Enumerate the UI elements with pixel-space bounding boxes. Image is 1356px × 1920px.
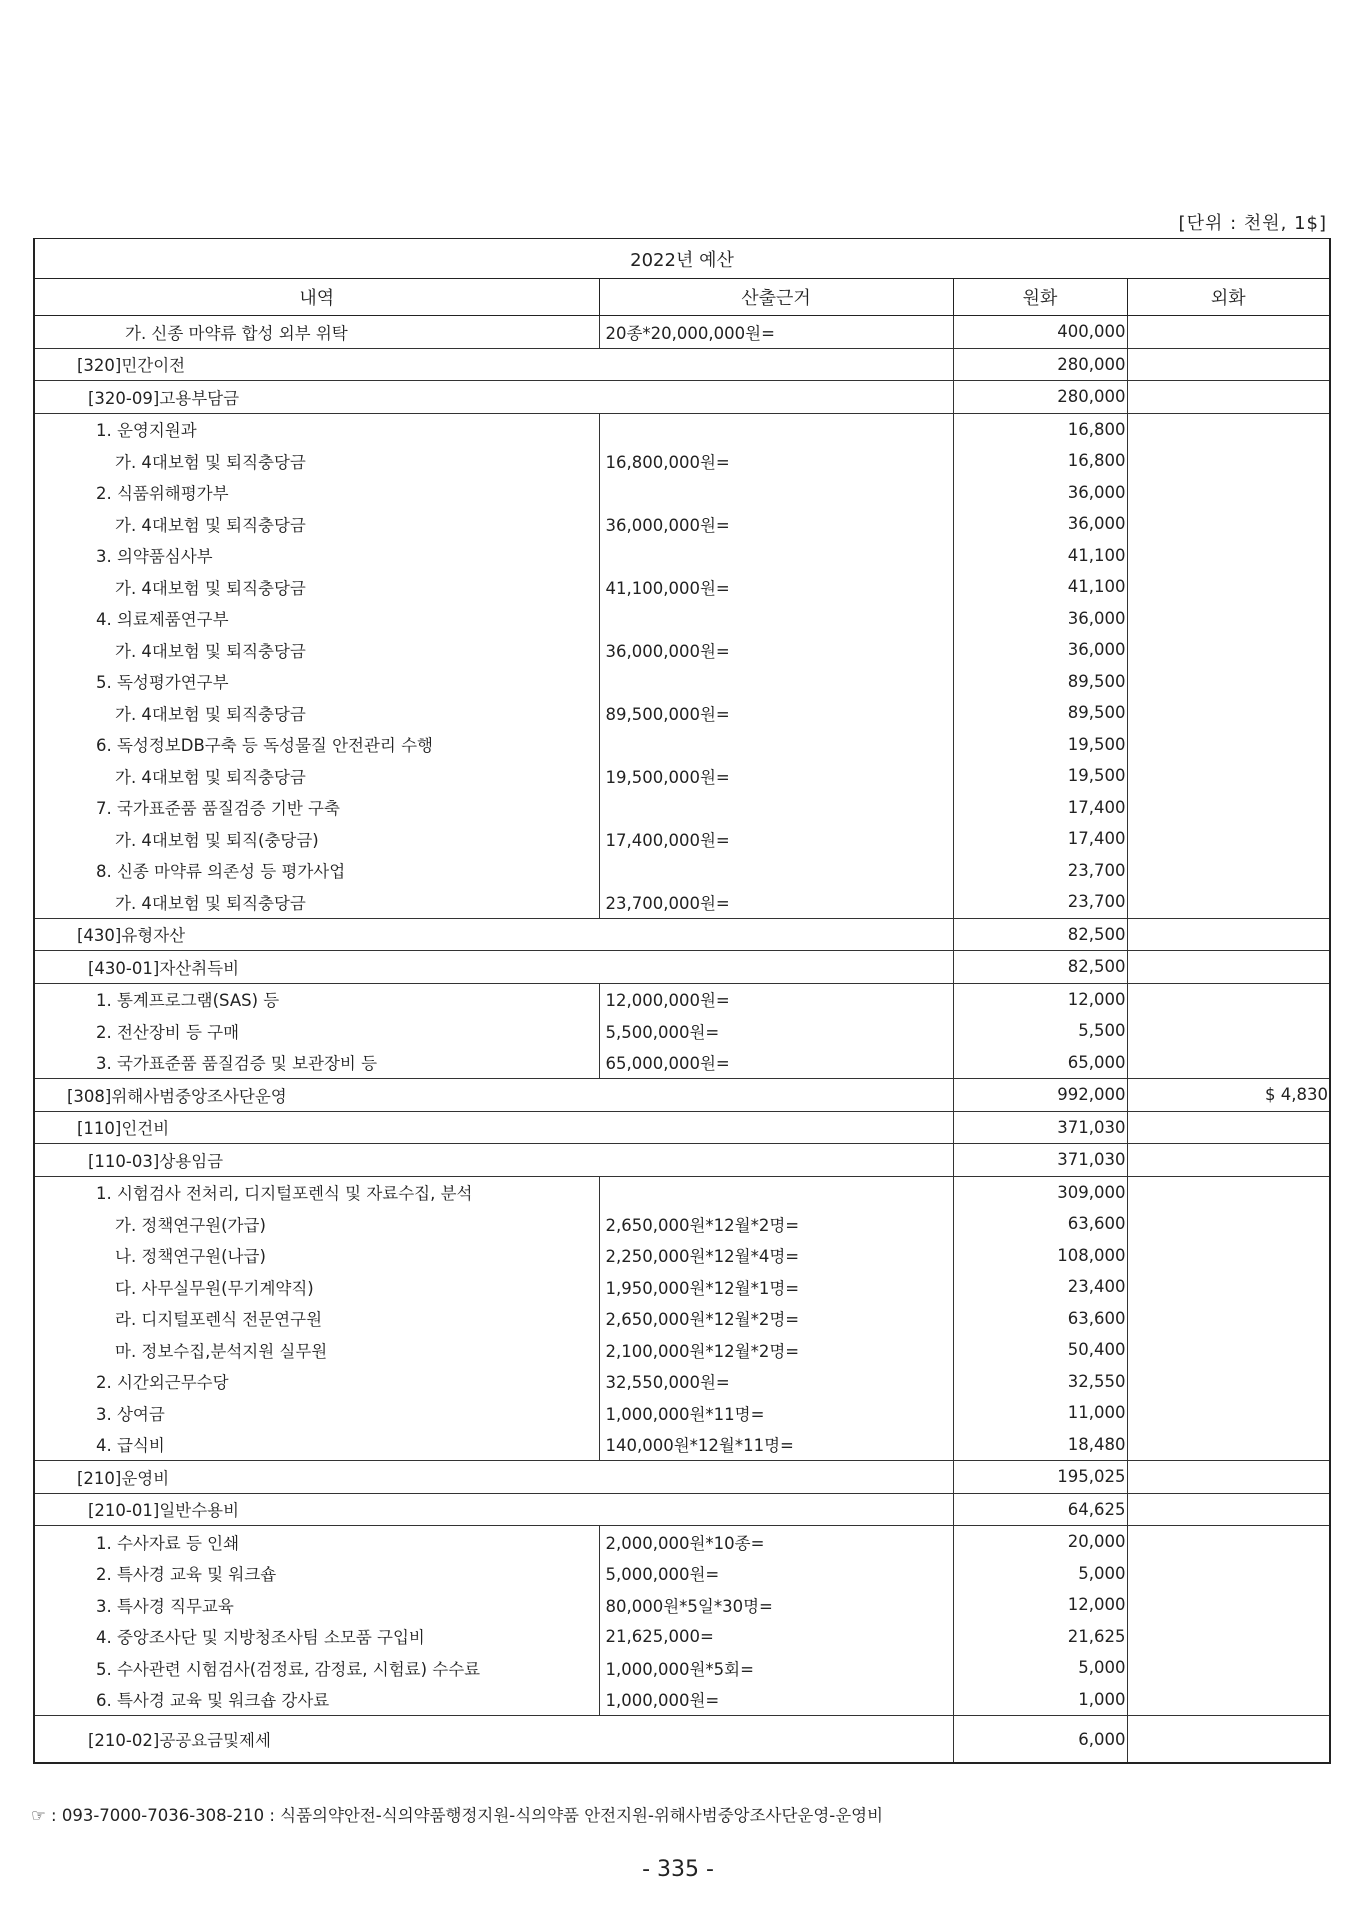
row-fx: [1127, 1334, 1330, 1366]
row-basis: 1,950,000원*12월*1명=: [599, 1271, 953, 1303]
table-row: [34, 886, 1330, 918]
row-fx: [1127, 413, 1330, 445]
table-row: [34, 348, 1330, 381]
row-item: 가. 4대보험 및 퇴직충당금: [34, 508, 599, 540]
row-krw: 280,000: [953, 381, 1127, 414]
row-item: 3. 특사경 직무교육: [34, 1589, 599, 1621]
table-row: [34, 1621, 1330, 1653]
table-row: [34, 666, 1330, 698]
row-krw: 5,000: [953, 1558, 1127, 1590]
row-item: 가. 4대보험 및 퇴직(충당금): [34, 823, 599, 855]
row-basis: 89,500,000원=: [599, 697, 953, 729]
row-krw: 195,025: [953, 1461, 1127, 1494]
row-fx: [1127, 951, 1330, 984]
row-basis: 2,650,000원*12월*2명=: [599, 1208, 953, 1240]
table-row: [34, 1240, 1330, 1272]
row-basis: 36,000,000원=: [599, 634, 953, 666]
row-item: 1. 시험검사 전처리, 디지털포렌식 및 자료수집, 분석: [34, 1176, 599, 1208]
row-item: [210-01]일반수용비: [34, 1493, 953, 1526]
row-item: [110]인건비: [34, 1111, 953, 1144]
row-item: 1. 운영지원과: [34, 413, 599, 445]
row-item: 2. 식품위해평가부: [34, 477, 599, 509]
row-basis: [599, 1176, 953, 1208]
row-item: 8. 신종 마약류 의존성 등 평가사업: [34, 855, 599, 887]
row-item: 가. 정책연구원(가급): [34, 1208, 599, 1240]
table-row: [34, 1429, 1330, 1461]
row-item: 가. 4대보험 및 퇴직충당금: [34, 886, 599, 918]
row-basis: [599, 666, 953, 698]
unit-label: [단위 : 천원, 1$]: [1178, 213, 1327, 234]
row-fx: [1127, 666, 1330, 698]
row-fx: [1127, 1621, 1330, 1653]
row-krw: 32,550: [953, 1366, 1127, 1398]
row-basis: 5,500,000원=: [599, 1015, 953, 1047]
row-basis: 1,000,000원*11명=: [599, 1397, 953, 1429]
table-row: [34, 1493, 1330, 1526]
row-item: [320-09]고용부담금: [34, 381, 953, 414]
row-basis: [599, 729, 953, 761]
row-fx: [1127, 886, 1330, 918]
row-basis: 2,250,000원*12월*4명=: [599, 1240, 953, 1272]
row-krw: 12,000: [953, 983, 1127, 1015]
table-row: [34, 983, 1330, 1015]
row-item: [430-01]자산취득비: [34, 951, 953, 984]
row-item: 4. 급식비: [34, 1429, 599, 1461]
table-row: [34, 571, 1330, 603]
table-row: [34, 413, 1330, 445]
table-row: [34, 1589, 1330, 1621]
row-krw: 19,500: [953, 760, 1127, 792]
table-row: [34, 1684, 1330, 1716]
row-fx: [1127, 634, 1330, 666]
row-item: 7. 국가표준품 품질검증 기반 구축: [34, 792, 599, 824]
row-fx: [1127, 1397, 1330, 1429]
row-krw: 108,000: [953, 1240, 1127, 1272]
table-row: [34, 1558, 1330, 1590]
row-fx: [1127, 1366, 1330, 1398]
row-fx: [1127, 603, 1330, 635]
row-fx: [1127, 1047, 1330, 1079]
table-row: [34, 445, 1330, 477]
table-row: [34, 1176, 1330, 1208]
row-basis: 41,100,000원=: [599, 571, 953, 603]
row-fx: [1127, 1240, 1330, 1272]
row-krw: 41,100: [953, 540, 1127, 572]
row-krw: 12,000: [953, 1589, 1127, 1621]
row-basis: [599, 603, 953, 635]
row-basis: 2,650,000원*12월*2명=: [599, 1303, 953, 1335]
row-krw: 20,000: [953, 1526, 1127, 1558]
row-krw: 36,000: [953, 477, 1127, 509]
row-item: 가. 4대보험 및 퇴직충당금: [34, 634, 599, 666]
table-row: [34, 316, 1330, 349]
table-row: [34, 823, 1330, 855]
row-fx: [1127, 316, 1330, 349]
row-fx: [1127, 1429, 1330, 1461]
row-krw: 89,500: [953, 666, 1127, 698]
row-basis: 2,100,000원*12월*2명=: [599, 1334, 953, 1366]
table-row: [34, 918, 1330, 951]
row-fx: [1127, 445, 1330, 477]
header-year-budget: 2022년 예산: [34, 239, 1330, 279]
row-krw: 11,000: [953, 1397, 1127, 1429]
table-row: [34, 1303, 1330, 1335]
row-fx: [1127, 1461, 1330, 1494]
row-krw: 16,800: [953, 445, 1127, 477]
table-row: [34, 697, 1330, 729]
row-fx: [1127, 571, 1330, 603]
budget-table: [33, 238, 1331, 1764]
row-basis: 17,400,000원=: [599, 823, 953, 855]
row-fx: [1127, 540, 1330, 572]
table-row: [34, 477, 1330, 509]
row-item: [430]유형자산: [34, 918, 953, 951]
row-fx: [1127, 760, 1330, 792]
row-basis: 21,625,000=: [599, 1621, 953, 1653]
row-krw: 23,700: [953, 886, 1127, 918]
row-krw: 5,000: [953, 1652, 1127, 1684]
row-item: 가. 신종 마약류 합성 외부 위탁: [34, 316, 599, 349]
table-row: [34, 508, 1330, 540]
row-item: 4. 의료제품연구부: [34, 603, 599, 635]
row-item: 다. 사무실무원(무기계약직): [34, 1271, 599, 1303]
row-item: 2. 시간외근무수당: [34, 1366, 599, 1398]
row-fx: [1127, 1558, 1330, 1590]
budget-table-body: [34, 239, 1330, 1764]
header-col-basis: 산출근거: [599, 279, 953, 316]
row-krw: 36,000: [953, 508, 1127, 540]
table-row: [34, 1652, 1330, 1684]
row-krw: 21,625: [953, 1621, 1127, 1653]
row-krw: 5,500: [953, 1015, 1127, 1047]
row-basis: 1,000,000원*5회=: [599, 1652, 953, 1684]
row-basis: [599, 477, 953, 509]
table-row: [34, 1334, 1330, 1366]
table-row: [34, 603, 1330, 635]
row-fx: [1127, 1493, 1330, 1526]
row-item: 6. 독성정보DB구축 등 독성물질 안전관리 수행: [34, 729, 599, 761]
row-fx: [1127, 792, 1330, 824]
row-fx: [1127, 1526, 1330, 1558]
row-krw: 400,000: [953, 316, 1127, 349]
row-krw: 23,400: [953, 1271, 1127, 1303]
row-krw: 50,400: [953, 1334, 1127, 1366]
footer-code: ☞ : 093-7000-7036-308-210 : 식품의약안전-식의약품행정지원-식의약품 안전지원-위해사범중앙조사단운영-운영비: [31, 1806, 884, 1825]
row-fx: [1127, 855, 1330, 887]
header-col-fx: 외화: [1127, 279, 1330, 316]
row-item: 4. 중앙조사단 및 지방청조사팀 소모품 구입비: [34, 1621, 599, 1653]
row-fx: [1127, 1015, 1330, 1047]
row-fx: [1127, 477, 1330, 509]
table-row: [34, 1079, 1330, 1112]
row-item: 가. 4대보험 및 퇴직충당금: [34, 571, 599, 603]
row-krw: 19,500: [953, 729, 1127, 761]
row-basis: 23,700,000원=: [599, 886, 953, 918]
row-krw: 89,500: [953, 697, 1127, 729]
header-col-krw: 원화: [953, 279, 1127, 316]
row-krw: 6,000: [953, 1716, 1127, 1764]
table-row: [34, 1716, 1330, 1764]
row-basis: 65,000,000원=: [599, 1047, 953, 1079]
row-krw: 17,400: [953, 823, 1127, 855]
row-basis: 2,000,000원*10종=: [599, 1526, 953, 1558]
table-row: [34, 1461, 1330, 1494]
row-item: [210-02]공공요금및제세: [34, 1716, 953, 1764]
row-krw: 63,600: [953, 1208, 1127, 1240]
row-basis: [599, 855, 953, 887]
row-item: 5. 수사관련 시험검사(검정료, 감정료, 시험료) 수수료: [34, 1652, 599, 1684]
row-fx: [1127, 729, 1330, 761]
table-row: [34, 729, 1330, 761]
table-row: [34, 760, 1330, 792]
page-number: - 335 -: [642, 1857, 714, 1882]
row-item: [308]위해사범중앙조사단운영: [34, 1079, 953, 1112]
row-item: 3. 상여금: [34, 1397, 599, 1429]
table-row: [34, 1047, 1330, 1079]
table-row: [34, 1208, 1330, 1240]
table-row: [34, 1271, 1330, 1303]
row-basis: 5,000,000원=: [599, 1558, 953, 1590]
table-row: [34, 1111, 1330, 1144]
row-basis: 140,000원*12월*11명=: [599, 1429, 953, 1461]
row-krw: 36,000: [953, 603, 1127, 635]
table-row: [34, 1144, 1330, 1177]
row-krw: 309,000: [953, 1176, 1127, 1208]
table-row: [34, 855, 1330, 887]
table-row: [34, 634, 1330, 666]
row-krw: 36,000: [953, 634, 1127, 666]
row-item: 2. 전산장비 등 구매: [34, 1015, 599, 1047]
row-fx: [1127, 1303, 1330, 1335]
row-item: 가. 4대보험 및 퇴직충당금: [34, 697, 599, 729]
row-basis: [599, 792, 953, 824]
row-item: 2. 특사경 교육 및 워크숍: [34, 1558, 599, 1590]
row-krw: 371,030: [953, 1144, 1127, 1177]
row-fx: [1127, 1589, 1330, 1621]
table-row: [34, 1366, 1330, 1398]
row-fx: [1127, 348, 1330, 381]
row-fx: [1127, 918, 1330, 951]
table-row: [34, 1397, 1330, 1429]
row-item: 3. 의약품심사부: [34, 540, 599, 572]
row-krw: 82,500: [953, 918, 1127, 951]
row-item: 마. 정보수집,분석지원 실무원: [34, 1334, 599, 1366]
row-krw: 1,000: [953, 1684, 1127, 1716]
header-row-year: [34, 239, 1330, 279]
row-item: 1. 수사자료 등 인쇄: [34, 1526, 599, 1558]
row-item: [320]민간이전: [34, 348, 953, 381]
row-item: 3. 국가표준품 품질검증 및 보관장비 등: [34, 1047, 599, 1079]
table-row: [34, 540, 1330, 572]
row-basis: [599, 413, 953, 445]
row-fx: [1127, 1111, 1330, 1144]
row-basis: 16,800,000원=: [599, 445, 953, 477]
row-fx: [1127, 1176, 1330, 1208]
row-item: 라. 디지털포렌식 전문연구원: [34, 1303, 599, 1335]
row-krw: 280,000: [953, 348, 1127, 381]
row-krw: 18,480: [953, 1429, 1127, 1461]
table-row: [34, 1526, 1330, 1558]
row-krw: 41,100: [953, 571, 1127, 603]
row-basis: 1,000,000원=: [599, 1684, 953, 1716]
row-krw: 992,000: [953, 1079, 1127, 1112]
row-fx: [1127, 1652, 1330, 1684]
row-fx: $ 4,830: [1127, 1079, 1330, 1112]
row-item: 가. 4대보험 및 퇴직충당금: [34, 445, 599, 477]
row-fx: [1127, 823, 1330, 855]
table-row: [34, 951, 1330, 984]
row-item: 5. 독성평가연구부: [34, 666, 599, 698]
row-basis: [599, 540, 953, 572]
row-item: [210]운영비: [34, 1461, 953, 1494]
header-row-columns: [34, 279, 1330, 316]
row-krw: 65,000: [953, 1047, 1127, 1079]
row-item: 6. 특사경 교육 및 워크숍 강사료: [34, 1684, 599, 1716]
row-fx: [1127, 508, 1330, 540]
row-fx: [1127, 697, 1330, 729]
table-row: [34, 1015, 1330, 1047]
row-fx: [1127, 1716, 1330, 1764]
row-fx: [1127, 983, 1330, 1015]
row-fx: [1127, 1684, 1330, 1716]
row-basis: 12,000,000원=: [599, 983, 953, 1015]
row-fx: [1127, 1208, 1330, 1240]
row-krw: 17,400: [953, 792, 1127, 824]
row-krw: 16,800: [953, 413, 1127, 445]
row-krw: 82,500: [953, 951, 1127, 984]
row-basis: 36,000,000원=: [599, 508, 953, 540]
row-basis: 20종*20,000,000원=: [599, 316, 953, 349]
row-fx: [1127, 381, 1330, 414]
row-basis: 32,550,000원=: [599, 1366, 953, 1398]
row-krw: 64,625: [953, 1493, 1127, 1526]
row-basis: 19,500,000원=: [599, 760, 953, 792]
row-item: 1. 통계프로그램(SAS) 등: [34, 983, 599, 1015]
row-item: 나. 정책연구원(나급): [34, 1240, 599, 1272]
header-col-item: 내역: [34, 279, 599, 316]
row-krw: 63,600: [953, 1303, 1127, 1335]
row-item: 가. 4대보험 및 퇴직충당금: [34, 760, 599, 792]
row-fx: [1127, 1271, 1330, 1303]
table-row: [34, 381, 1330, 414]
row-basis: 80,000원*5일*30명=: [599, 1589, 953, 1621]
row-fx: [1127, 1144, 1330, 1177]
row-krw: 23,700: [953, 855, 1127, 887]
table-row: [34, 792, 1330, 824]
row-krw: 371,030: [953, 1111, 1127, 1144]
row-item: [110-03]상용임금: [34, 1144, 953, 1177]
